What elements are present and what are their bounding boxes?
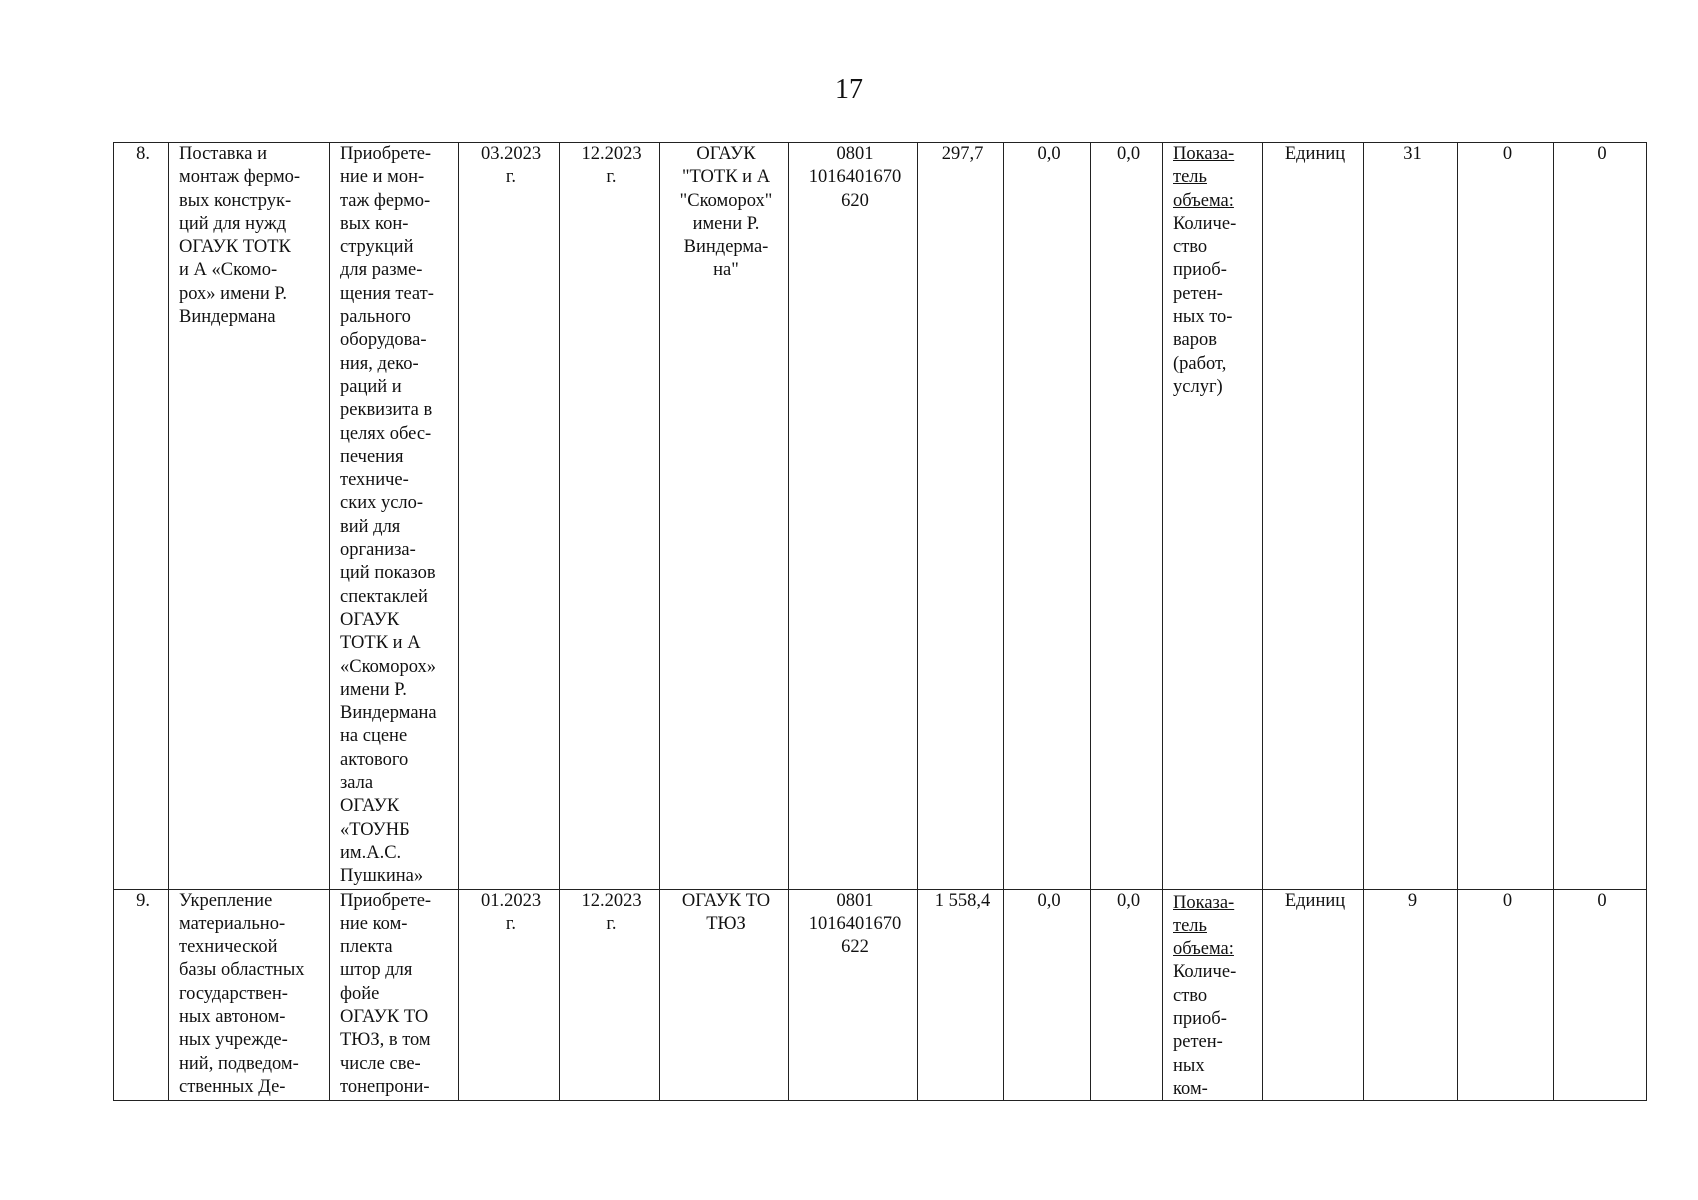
page-number: 17 (835, 74, 863, 105)
event-name: Поставка и монтаж фермо- вых конструк- ций для нужд ОГАУК ТОТК и А «Скомо- рох» имени Р. Виндермана (169, 143, 330, 890)
budget-code: 0801 1016401670 620 (789, 143, 918, 890)
count-1: 9 (1364, 889, 1458, 1100)
amount-2: 0,0 (1004, 889, 1091, 1100)
amount: 297,7 (918, 143, 1004, 890)
event-description-text: Приобрете- ние ком- плекта штор для фойе ОГАУК ТО ТЮЗ, в том числе све- тонепрони- (340, 890, 432, 1096)
row-number: 8. (114, 143, 169, 890)
indicator-label: Показа- тель объема: (1173, 144, 1235, 211)
indicator (1163, 143, 1263, 890)
count-2: 0 (1458, 889, 1554, 1100)
start-date: 03.2023 г. (459, 143, 560, 890)
event-name-text: Укрепление материально- технической базы областных государствен- ных автоном- ных учрежде- ний, подведом- ственных Де- (179, 890, 305, 1096)
row-number: 9. (114, 889, 169, 1100)
indicator-content (1173, 892, 1256, 1098)
amount-2: 0,0 (1004, 143, 1091, 890)
end-date: 12.2023 г. (560, 143, 660, 890)
start-date: 01.2023 г. (459, 889, 560, 1100)
executor: ОГАУК ТО ТЮЗ (660, 889, 789, 1100)
indicator (1163, 889, 1263, 1100)
executor: ОГАУК "ТОТК и А "Скоморох" имени Р. Виндерма- на" (660, 143, 789, 890)
amount: 1 558,4 (918, 889, 1004, 1100)
end-date: 12.2023 г. (560, 889, 660, 1100)
table-row (114, 889, 1647, 1100)
unit: Единиц (1263, 143, 1364, 890)
unit: Единиц (1263, 889, 1364, 1100)
amount-3: 0,0 (1091, 143, 1163, 890)
event-name (169, 889, 330, 1100)
budget-code: 0801 1016401670 622 (789, 889, 918, 1100)
indicator-text: Количе- ство приоб- ретен- ных то- варов (работ, услуг) (1173, 213, 1237, 397)
indicator-label: Показа- тель объема: (1173, 892, 1235, 960)
table-row (114, 143, 1647, 890)
count-2: 0 (1458, 143, 1554, 890)
event-description: Приобрете- ние и мон- таж фермо- вых кон- струкций для разме- щения теат- рального оборудова- ния, деко- раций и реквизита в целях обес- печения техниче- ских усло- вий для организа- ций показов спектаклей ОГАУК ТОТК и А «Скоморох» имени Р. Виндермана на сцене актового зала ОГАУК «ТОУНБ им.А.С. Пушкина» (330, 143, 459, 890)
indicator-text: Количе- ство приоб- ретен- ных ком- (1173, 962, 1237, 1098)
amount-3: 0,0 (1091, 889, 1163, 1100)
count-3: 0 (1554, 889, 1647, 1100)
count-1: 31 (1364, 143, 1458, 890)
count-3: 0 (1554, 143, 1647, 890)
program-table (113, 142, 1647, 1101)
event-description (330, 889, 459, 1100)
